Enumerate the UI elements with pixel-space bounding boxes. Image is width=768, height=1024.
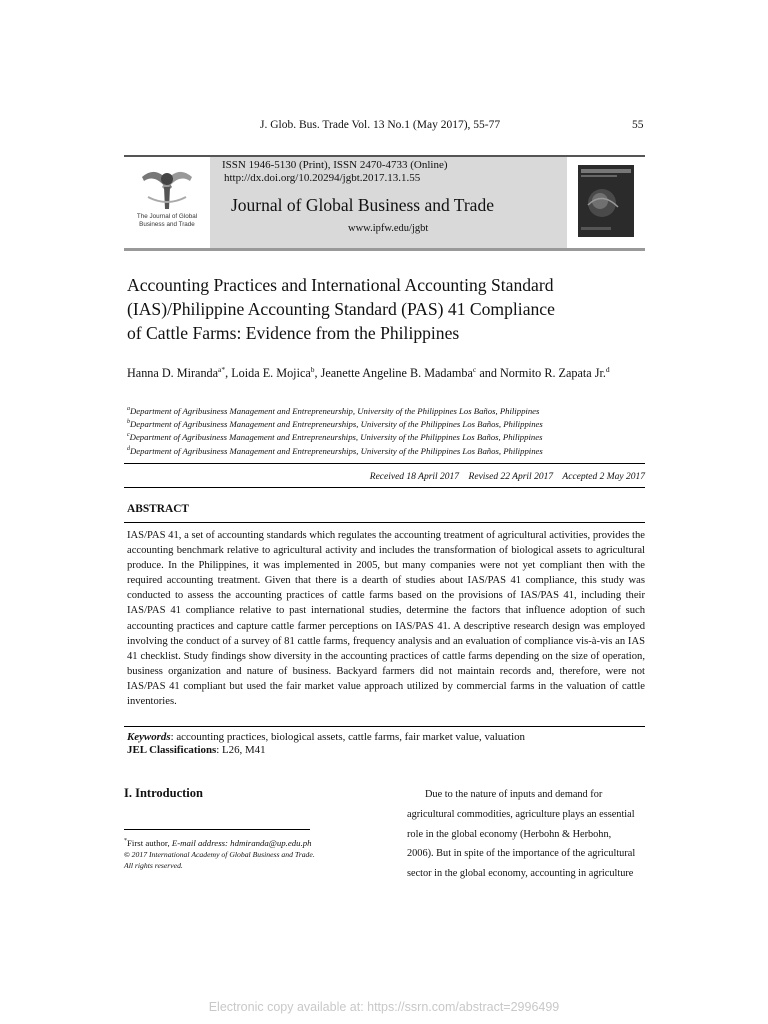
masthead-bottom-rule bbox=[124, 248, 645, 251]
introduction-text bbox=[407, 785, 644, 884]
author-name: Loida E. Mojica bbox=[231, 366, 311, 381]
journal-url[interactable]: www.ipfw.edu/jgbt bbox=[348, 223, 429, 234]
affiliation-item: $^d$Department of Agribusiness Management and Entrepreneurships, University of the Philippines Los Baños, Philippines bbox=[127, 445, 543, 456]
affiliations bbox=[127, 404, 647, 457]
keywords-label: Keywords bbox=[127, 731, 171, 743]
affiliation-item: $^a$Department of Agribusiness Management and Entrepreneurship, University of the Philippines Los Baños, Philippines bbox=[127, 405, 540, 416]
jel-classifications bbox=[127, 744, 645, 757]
author-list: Hanna D. Miranda$^{a*}$, Loida E. Mojica$^b$, Jeanette Angeline B. Madamba$^c$ and Normito R. Zapata Jr.$^d$ bbox=[127, 365, 610, 381]
affiliation-item: $^b$Department of Agribusiness Management and Entrepreneurships, University of the Philippines Los Baños, Philippines bbox=[127, 419, 543, 430]
journal-title: Journal of Global Business and Trade bbox=[231, 195, 494, 215]
issn-doi-block bbox=[222, 159, 448, 184]
text-line: sector in the global economy, accounting in agriculture bbox=[407, 868, 634, 880]
copyright-icon: © bbox=[124, 849, 130, 859]
journal-citation: J. Glob. Bus. Trade Vol. 13 No.1 (May 2017), 55-77 bbox=[260, 119, 501, 131]
issn: ISSN 1946-5130 (Print), ISSN 2470-4733 (Online) bbox=[222, 159, 448, 171]
abstract-heading: ABSTRACT bbox=[127, 503, 190, 515]
keywords-value: : accounting practices, biological assets, cattle farms, fair market value, valuation bbox=[170, 731, 525, 743]
author-mark: b bbox=[310, 365, 315, 374]
author-mark: c bbox=[472, 365, 477, 374]
author-name: Hanna D. Miranda bbox=[127, 366, 219, 381]
divider bbox=[124, 522, 645, 523]
author-email: E-mail address: hdmiranda@up.edu.ph bbox=[171, 837, 312, 848]
rights-line: All rights reserved. bbox=[124, 860, 183, 870]
first-author-note: *First author, E-mail address: hdmiranda@up.edu.ph bbox=[124, 837, 312, 848]
jel-value: : L26, M41 bbox=[216, 744, 266, 756]
divider bbox=[124, 463, 645, 464]
doi-link[interactable]: http://dx.doi.org/10.20294/jgbt.2017.13.1.55 bbox=[224, 171, 421, 184]
author-mark: a* bbox=[218, 365, 226, 374]
author-name: Normito R. Zapata Jr. bbox=[499, 366, 606, 381]
journal-masthead bbox=[124, 155, 645, 251]
journal-logo bbox=[124, 157, 210, 248]
footnote bbox=[124, 836, 384, 871]
keywords-block bbox=[127, 731, 645, 757]
affiliation-item: $^c$Department of Agribusiness Management and Entrepreneurships, University of the Philippines Los Baños, Philippines bbox=[127, 432, 543, 443]
text-line: Due to the nature of inputs and demand for bbox=[425, 789, 603, 800]
text-line: role in the global economy (Herbohn & Herbohn, bbox=[407, 828, 612, 840]
journal-cover-image bbox=[578, 165, 634, 237]
section-heading: I. Introduction bbox=[124, 786, 203, 800]
journal-logo-icon bbox=[124, 157, 210, 213]
author-mark: d bbox=[605, 365, 610, 374]
keywords bbox=[127, 731, 645, 744]
logo-text: The Journal of Global Business and Trade bbox=[136, 213, 198, 228]
article-dates bbox=[127, 472, 645, 482]
jel-label: JEL Classifications bbox=[127, 744, 217, 756]
divider bbox=[124, 726, 645, 727]
paper-title: Accounting Practices and International Accounting Standard (IAS)/Philippine Accounting Standard (PAS) 41 Compliance of Cattle Farms: Evidence from the Philippines bbox=[127, 275, 555, 343]
copyright-line: © 2017 International Academy of Global Business and Trade. bbox=[124, 849, 315, 859]
author-name: Jeanette Angeline B. Madamba bbox=[320, 366, 473, 381]
revised-date: Revised 22 April 2017 bbox=[468, 472, 554, 482]
divider bbox=[124, 487, 645, 488]
page-number: 55 bbox=[632, 119, 644, 131]
footnote-rule bbox=[124, 829, 310, 830]
cover-thumbnail-icon bbox=[578, 165, 634, 237]
abstract-body: IAS/PAS 41, a set of accounting standards which regulates the accounting treatment of agricultural activities, provides the accounting benchmark relative to agricultural activity and includes the transformation of biological assets to agricultural produce. In the Philippines, it was implemented in 2005, but many companies were not yet compliant then with the required accounting treatment. Given that there is a dearth of studies about IAS/PAS 41 compliance, this study was conducted to assess the accounting practices of cattle farms based on the provisions of IAS/PAS 41, including their IAS/PAS 41 compliance relative to past international studies, determine the factors that influence adoption of such accounting practices and capture cattle farmer perceptions on IAS/PAS 41. A descriptive research design was employed involving the conduct of a survey of 81 cattle farms, frequency analysis and an evaluation of compliance vis-à-vis an IAS 41 checklist. Study findings show diversity in the accounting practices of cattle farms depending on the size of operation, business organization and nature of business. Backyard farmers did not maintain records and, therefore, were not IAS/PAS 41 compliant but used the fair market value approach utilized by commercial farms in the valuation of cattle inventories. bbox=[127, 530, 645, 708]
accepted-date: Accepted 2 May 2017 bbox=[562, 472, 645, 482]
ssrn-watermark[interactable]: Electronic copy available at: https://ssrn.com/abstract=2996499 bbox=[208, 1000, 560, 1014]
received-date: Received 18 April 2017 bbox=[369, 472, 460, 482]
text-line: 2006). But in spite of the importance of the agricultural bbox=[407, 848, 636, 860]
text-line: agricultural commodities, agriculture plays an essential bbox=[407, 808, 635, 820]
